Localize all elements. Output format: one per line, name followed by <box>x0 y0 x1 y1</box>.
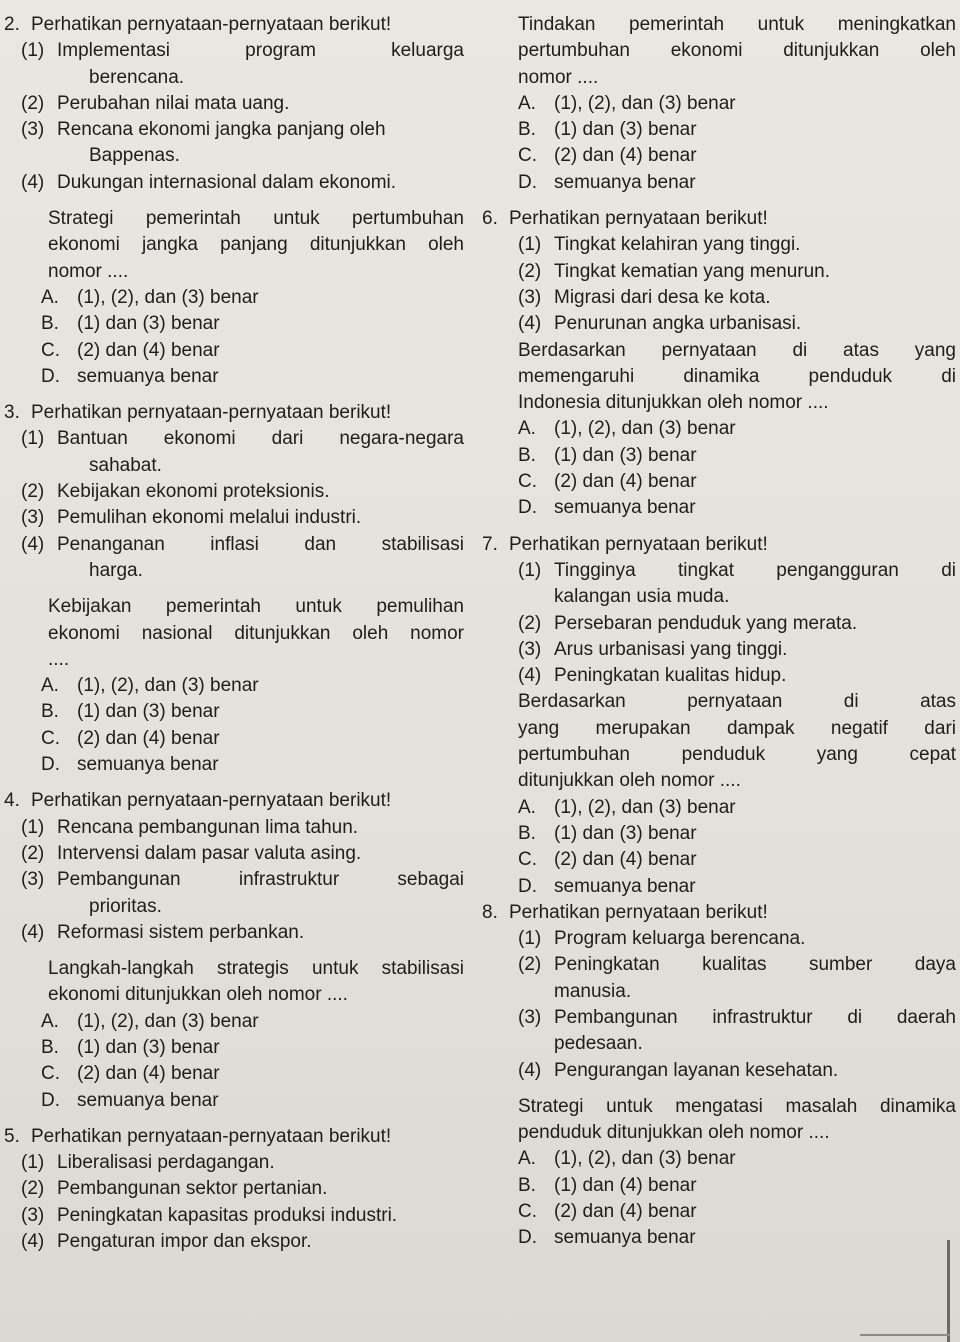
option-letter: A. <box>41 675 59 697</box>
spacer <box>482 522 956 532</box>
option-letter: A. <box>41 1010 59 1032</box>
question-number: 7. <box>482 533 498 555</box>
spacer <box>4 946 464 956</box>
spacer <box>482 196 956 206</box>
statement-text: Tingkat kelahiran yang tinggi. <box>554 234 801 256</box>
prompt-text: pertumbuhan ekonomi ditunjukkan oleh <box>518 40 956 62</box>
statement-row <box>21 817 358 838</box>
option-letter: A. <box>518 418 536 440</box>
prompt-text: Kebijakan pemerintah untuk pemulihan <box>48 596 464 618</box>
question-prompt <box>4 232 464 258</box>
option-letter: C. <box>41 339 60 361</box>
spacer <box>482 1084 956 1094</box>
option-letter: B. <box>518 119 536 141</box>
statement-number: (2) <box>21 842 45 864</box>
option-text: (1), (2), dan (3) benar <box>77 675 259 697</box>
question-text: Perhatikan pernyataan-pernyataan berikut! <box>31 790 392 812</box>
statement-item <box>4 1203 464 1229</box>
question-prompt <box>482 689 956 715</box>
statement-item <box>4 1229 464 1255</box>
statement-row <box>518 558 956 584</box>
statement-text: manusia. <box>554 980 632 1002</box>
statement-item <box>4 91 464 117</box>
statement-text: Arus urbanisasi yang tinggi. <box>554 638 788 660</box>
statement-continuation <box>4 894 464 920</box>
statement-text: berencana. <box>89 66 185 88</box>
statement-number: (1) <box>21 1152 45 1174</box>
answer-option <box>482 170 956 196</box>
statement-item <box>4 815 464 841</box>
statement-item <box>482 952 956 978</box>
left-column <box>4 12 464 1255</box>
statement-number: (3) <box>518 286 542 308</box>
statement-number: (1) <box>518 559 542 581</box>
option-letter: A. <box>41 286 59 308</box>
statement-item <box>4 841 464 867</box>
statement-item <box>482 311 956 337</box>
option-letter: B. <box>518 444 536 466</box>
option-text: (1), (2), dan (3) benar <box>554 796 736 818</box>
answer-option <box>482 874 956 900</box>
statement-continuation <box>4 143 464 169</box>
statement-row <box>21 481 330 502</box>
statement-text: Reformasi sistem perbankan. <box>57 921 305 943</box>
statement-number: (3) <box>21 1204 45 1226</box>
answer-option <box>482 117 956 143</box>
statement-item <box>4 170 464 196</box>
statement-continuation <box>4 65 464 91</box>
prompt-text: ekonomi ditunjukkan oleh nomor .... <box>48 984 348 1006</box>
statement-row <box>21 532 464 558</box>
answer-option <box>482 1199 956 1225</box>
statement-item <box>4 532 464 558</box>
option-text: (1) dan (3) benar <box>77 701 220 723</box>
prompt-text: ditunjukkan oleh nomor .... <box>518 770 741 792</box>
statement-text: Bantuan ekonomi dari negara-negara <box>57 428 464 450</box>
statement-item <box>482 663 956 689</box>
statement-text: Bappenas. <box>89 145 180 167</box>
statement-continuation <box>482 584 956 610</box>
statement-continuation <box>482 979 956 1005</box>
answer-option <box>482 495 956 521</box>
question-prompt <box>482 338 956 364</box>
statement-text: Rencana pembangunan lima tahun. <box>57 816 359 838</box>
statement-text: pedesaan. <box>554 1033 643 1055</box>
option-letter: A. <box>518 1148 536 1170</box>
statement-item <box>482 285 956 311</box>
statement-number: (2) <box>21 481 45 503</box>
statement-row <box>21 867 464 893</box>
option-letter: B. <box>41 1036 59 1058</box>
statement-number: (1) <box>21 40 45 62</box>
statement-row <box>518 1060 838 1081</box>
statement-row <box>21 843 361 864</box>
spacer <box>4 584 464 594</box>
statement-text: Peningkatan kualitas sumber daya <box>554 954 956 976</box>
option-letter: C. <box>41 1063 60 1085</box>
statement-item <box>4 867 464 893</box>
prompt-text: .... <box>48 648 70 670</box>
statement-text: prioritas. <box>89 895 162 917</box>
prompt-text: pertumbuhan penduduk yang cepat <box>518 744 956 766</box>
prompt-text: Berdasarkan pernyataan di atas yang <box>518 339 956 361</box>
option-letter: D. <box>518 875 537 897</box>
statement-text: Penanganan inflasi dan stabilisasi <box>57 533 464 555</box>
answer-option <box>4 673 464 699</box>
statement-item <box>482 1005 956 1031</box>
option-text: (1), (2), dan (3) benar <box>554 92 736 114</box>
question-prompt <box>4 259 464 285</box>
statement-item <box>482 1058 956 1084</box>
statement-row <box>21 93 289 114</box>
statement-number: (4) <box>21 533 45 555</box>
option-letter: C. <box>518 1201 537 1223</box>
option-letter: D. <box>41 365 60 387</box>
statement-item <box>4 1176 464 1202</box>
statement-number: (1) <box>21 428 45 450</box>
statement-row <box>518 261 830 282</box>
statement-text: Pengaturan impor dan ekspor. <box>57 1231 312 1253</box>
answer-option <box>482 469 956 495</box>
page-edge-rule <box>947 1240 950 1342</box>
option-letter: B. <box>41 313 59 335</box>
statement-item <box>482 611 956 637</box>
statement-text: harga. <box>89 559 143 581</box>
prompt-text: nomor .... <box>48 260 129 282</box>
statement-item <box>4 38 464 64</box>
question-prompt <box>4 956 464 982</box>
statement-number: (2) <box>518 954 542 976</box>
question-prompt <box>482 742 956 768</box>
statement-row <box>21 1205 397 1226</box>
statement-number: (2) <box>21 1178 45 1200</box>
option-letter: D. <box>518 1227 537 1249</box>
option-letter: C. <box>518 471 537 493</box>
answer-option <box>4 1061 464 1087</box>
question-prompt <box>482 768 956 794</box>
statement-number: (1) <box>21 816 45 838</box>
answer-option <box>482 1173 956 1199</box>
statement-number: (3) <box>21 119 45 141</box>
option-letter: C. <box>518 849 537 871</box>
answer-option <box>4 285 464 311</box>
statement-row <box>518 1005 956 1031</box>
statement-number: (4) <box>21 1231 45 1253</box>
statement-continuation <box>4 558 464 584</box>
question-number: 8. <box>482 901 498 923</box>
question-prompt <box>4 647 464 673</box>
answer-option <box>482 795 956 821</box>
prompt-text: nomor .... <box>518 66 599 88</box>
statement-number: (1) <box>518 234 542 256</box>
statement-number: (3) <box>21 869 45 891</box>
option-text: semuanya benar <box>77 365 219 387</box>
answer-option <box>4 338 464 364</box>
statement-number: (3) <box>21 507 45 529</box>
question-prompt <box>482 1120 956 1146</box>
statement-row <box>21 172 396 193</box>
answer-option <box>4 699 464 725</box>
statement-row <box>518 952 956 978</box>
statement-text: Pengurangan layanan kesehatan. <box>554 1059 839 1081</box>
statement-number: (3) <box>518 1006 542 1028</box>
question-text: Perhatikan pernyataan berikut! <box>509 901 768 923</box>
statement-row <box>518 613 857 634</box>
option-text: semuanya benar <box>554 875 696 897</box>
answer-option <box>4 311 464 337</box>
option-text: (2) dan (4) benar <box>554 471 697 493</box>
prompt-text: Strategi untuk mengatasi masalah dinamika <box>518 1095 956 1117</box>
option-text: semuanya benar <box>554 171 696 193</box>
prompt-text: Berdasarkan pernyataan di atas <box>518 691 956 713</box>
question-text: Perhatikan pernyataan-pernyataan berikut! <box>31 14 392 35</box>
answer-option <box>4 364 464 390</box>
statement-row <box>21 507 361 528</box>
question-prompt <box>482 12 956 38</box>
option-text: (1), (2), dan (3) benar <box>77 1010 259 1032</box>
question-prompt <box>482 38 956 64</box>
statement-text: Tingkat kematian yang menurun. <box>554 260 831 282</box>
statement-row <box>518 665 786 686</box>
statement-item <box>4 426 464 452</box>
answer-option <box>4 1088 464 1114</box>
option-letter: D. <box>518 497 537 519</box>
spacer <box>4 196 464 206</box>
option-text: semuanya benar <box>77 754 219 776</box>
statement-item <box>4 117 464 143</box>
statement-continuation <box>482 1031 956 1057</box>
question-prompt <box>4 621 464 647</box>
option-letter: B. <box>518 822 536 844</box>
prompt-text: yang merupakan dampak negatif dari <box>518 717 956 739</box>
statement-row <box>518 234 800 255</box>
statement-continuation <box>4 453 464 479</box>
prompt-text: Indonesia ditunjukkan oleh nomor .... <box>518 392 829 414</box>
statement-row <box>518 928 805 949</box>
statement-number: (3) <box>518 638 542 660</box>
option-letter: B. <box>518 1174 536 1196</box>
option-text: semuanya benar <box>77 1089 219 1111</box>
prompt-text: Langkah-langkah strategis untuk stabilisasi <box>48 958 464 980</box>
answer-option <box>482 847 956 873</box>
question-prompt <box>482 716 956 742</box>
statement-item <box>482 637 956 663</box>
spacer <box>4 390 464 400</box>
answer-option <box>4 1035 464 1061</box>
statement-number: (2) <box>518 260 542 282</box>
statement-text: Implementasi program keluarga <box>57 40 464 62</box>
question-prompt <box>4 594 464 620</box>
option-letter: D. <box>41 754 60 776</box>
question-title <box>482 206 956 232</box>
prompt-text: ekonomi jangka panjang ditunjukkan oleh <box>48 234 464 256</box>
option-text: (1), (2), dan (3) benar <box>77 286 259 308</box>
question-title <box>482 532 956 558</box>
option-text: (1), (2), dan (3) benar <box>554 1148 736 1170</box>
prompt-text: Tindakan pemerintah untuk meningkatkan <box>518 14 956 35</box>
answer-option <box>482 91 956 117</box>
statement-row <box>21 38 464 64</box>
statement-row <box>21 1231 312 1252</box>
answer-option <box>482 143 956 169</box>
option-text: semuanya benar <box>554 497 696 519</box>
option-text: (2) dan (4) benar <box>554 1201 697 1223</box>
question-text: Perhatikan pernyataan-pernyataan berikut! <box>31 1125 392 1147</box>
prompt-text: memengaruhi dinamika penduduk di <box>518 365 956 387</box>
statement-row <box>518 639 787 660</box>
statement-row <box>21 119 386 140</box>
statement-item <box>4 505 464 531</box>
question-prompt <box>482 364 956 390</box>
statement-text: kalangan usia muda. <box>554 586 730 608</box>
statement-item <box>482 926 956 952</box>
question-number: 2. <box>4 14 20 35</box>
statement-number: (4) <box>518 665 542 687</box>
statement-row <box>21 426 464 452</box>
option-letter: D. <box>518 171 537 193</box>
statement-text: Peningkatan kualitas hidup. <box>554 665 787 687</box>
option-letter: C. <box>518 145 537 167</box>
option-text: (2) dan (4) benar <box>554 145 697 167</box>
prompt-text: ekonomi nasional ditunjukkan oleh nomor <box>48 622 464 644</box>
statement-number: (4) <box>21 171 45 193</box>
option-text: (1) dan (4) benar <box>554 1174 697 1196</box>
answer-option <box>482 821 956 847</box>
statement-number: (4) <box>21 921 45 943</box>
option-text: semuanya benar <box>554 1227 696 1249</box>
answer-option <box>482 416 956 442</box>
answer-option <box>482 443 956 469</box>
statement-text: Pembangunan infrastruktur sebagai <box>57 869 464 891</box>
question-number: 6. <box>482 208 498 230</box>
option-text: (2) dan (4) benar <box>77 727 220 749</box>
statement-text: Perubahan nilai mata uang. <box>57 92 290 114</box>
statement-row <box>518 313 801 334</box>
option-letter: A. <box>518 796 536 818</box>
statement-text: Peningkatan kapasitas produksi industri. <box>57 1204 398 1226</box>
option-text: (1) dan (3) benar <box>554 444 697 466</box>
statement-text: Tingginya tingkat pengangguran di <box>554 559 956 581</box>
statement-text: sahabat. <box>89 454 162 476</box>
option-letter: B. <box>41 701 59 723</box>
option-text: (1) dan (3) benar <box>554 822 697 844</box>
statement-text: Migrasi dari desa ke kota. <box>554 286 771 308</box>
page-bottom-rule <box>860 1334 950 1336</box>
question-prompt <box>482 1094 956 1120</box>
right-column <box>482 12 956 1252</box>
option-text: (2) dan (4) benar <box>77 339 220 361</box>
statement-text: Pembangunan infrastruktur di daerah <box>554 1006 956 1028</box>
spacer <box>4 1114 464 1124</box>
option-letter: A. <box>518 92 536 114</box>
question-prompt <box>482 390 956 416</box>
answer-option <box>4 752 464 778</box>
question-title <box>482 900 956 926</box>
statement-row <box>21 1152 275 1173</box>
statement-item <box>4 1150 464 1176</box>
option-text: (2) dan (4) benar <box>554 849 697 871</box>
question-title <box>4 788 464 814</box>
statement-number: (1) <box>518 928 542 950</box>
option-text: (1) dan (3) benar <box>554 119 697 141</box>
statement-item <box>482 232 956 258</box>
option-text: (1), (2), dan (3) benar <box>554 418 736 440</box>
statement-row <box>21 1178 327 1199</box>
statement-number: (4) <box>518 1059 542 1081</box>
statement-text: Intervensi dalam pasar valuta asing. <box>57 842 362 864</box>
statement-number: (4) <box>518 313 542 335</box>
spacer <box>4 778 464 788</box>
question-title <box>4 12 464 38</box>
statement-text: Dukungan internasional dalam ekonomi. <box>57 171 397 193</box>
question-prompt <box>482 65 956 91</box>
statement-item <box>4 920 464 946</box>
question-text: Perhatikan pernyataan-pernyataan berikut! <box>31 402 392 424</box>
statement-row <box>21 922 304 943</box>
statement-text: Program keluarga berencana. <box>554 928 806 950</box>
question-prompt <box>4 982 464 1008</box>
answer-option <box>4 1009 464 1035</box>
answer-option <box>482 1225 956 1251</box>
statement-row <box>518 287 771 308</box>
statement-text: Pemulihan ekonomi melalui industri. <box>57 507 362 529</box>
statement-number: (2) <box>21 92 45 114</box>
question-number: 3. <box>4 402 20 424</box>
statement-text: Liberalisasi perdagangan. <box>57 1152 275 1174</box>
question-title <box>4 1124 464 1150</box>
question-number: 5. <box>4 1125 20 1147</box>
option-letter: C. <box>41 727 60 749</box>
question-prompt <box>4 206 464 232</box>
statement-number: (2) <box>518 612 542 634</box>
statement-item <box>482 259 956 285</box>
answer-option <box>4 726 464 752</box>
answer-option <box>482 1146 956 1172</box>
statement-text: Kebijakan ekonomi proteksionis. <box>57 481 330 503</box>
statement-item <box>482 558 956 584</box>
question-text: Perhatikan pernyataan berikut! <box>509 533 768 555</box>
question-title <box>4 400 464 426</box>
question-text: Perhatikan pernyataan berikut! <box>509 208 768 230</box>
option-text: (2) dan (4) benar <box>77 1063 220 1085</box>
statement-item <box>4 479 464 505</box>
statement-text: Rencana ekonomi jangka panjang oleh <box>57 119 386 141</box>
question-number: 4. <box>4 790 20 812</box>
prompt-text: penduduk ditunjukkan oleh nomor .... <box>518 1122 830 1144</box>
statement-text: Penurunan angka urbanisasi. <box>554 313 802 335</box>
option-text: (1) dan (3) benar <box>77 313 220 335</box>
statement-text: Pembangunan sektor pertanian. <box>57 1178 328 1200</box>
statement-text: Persebaran penduduk yang merata. <box>554 612 858 634</box>
option-text: (1) dan (3) benar <box>77 1036 220 1058</box>
prompt-text: Strategi pemerintah untuk pertumbuhan <box>48 208 464 230</box>
option-letter: D. <box>41 1089 60 1111</box>
